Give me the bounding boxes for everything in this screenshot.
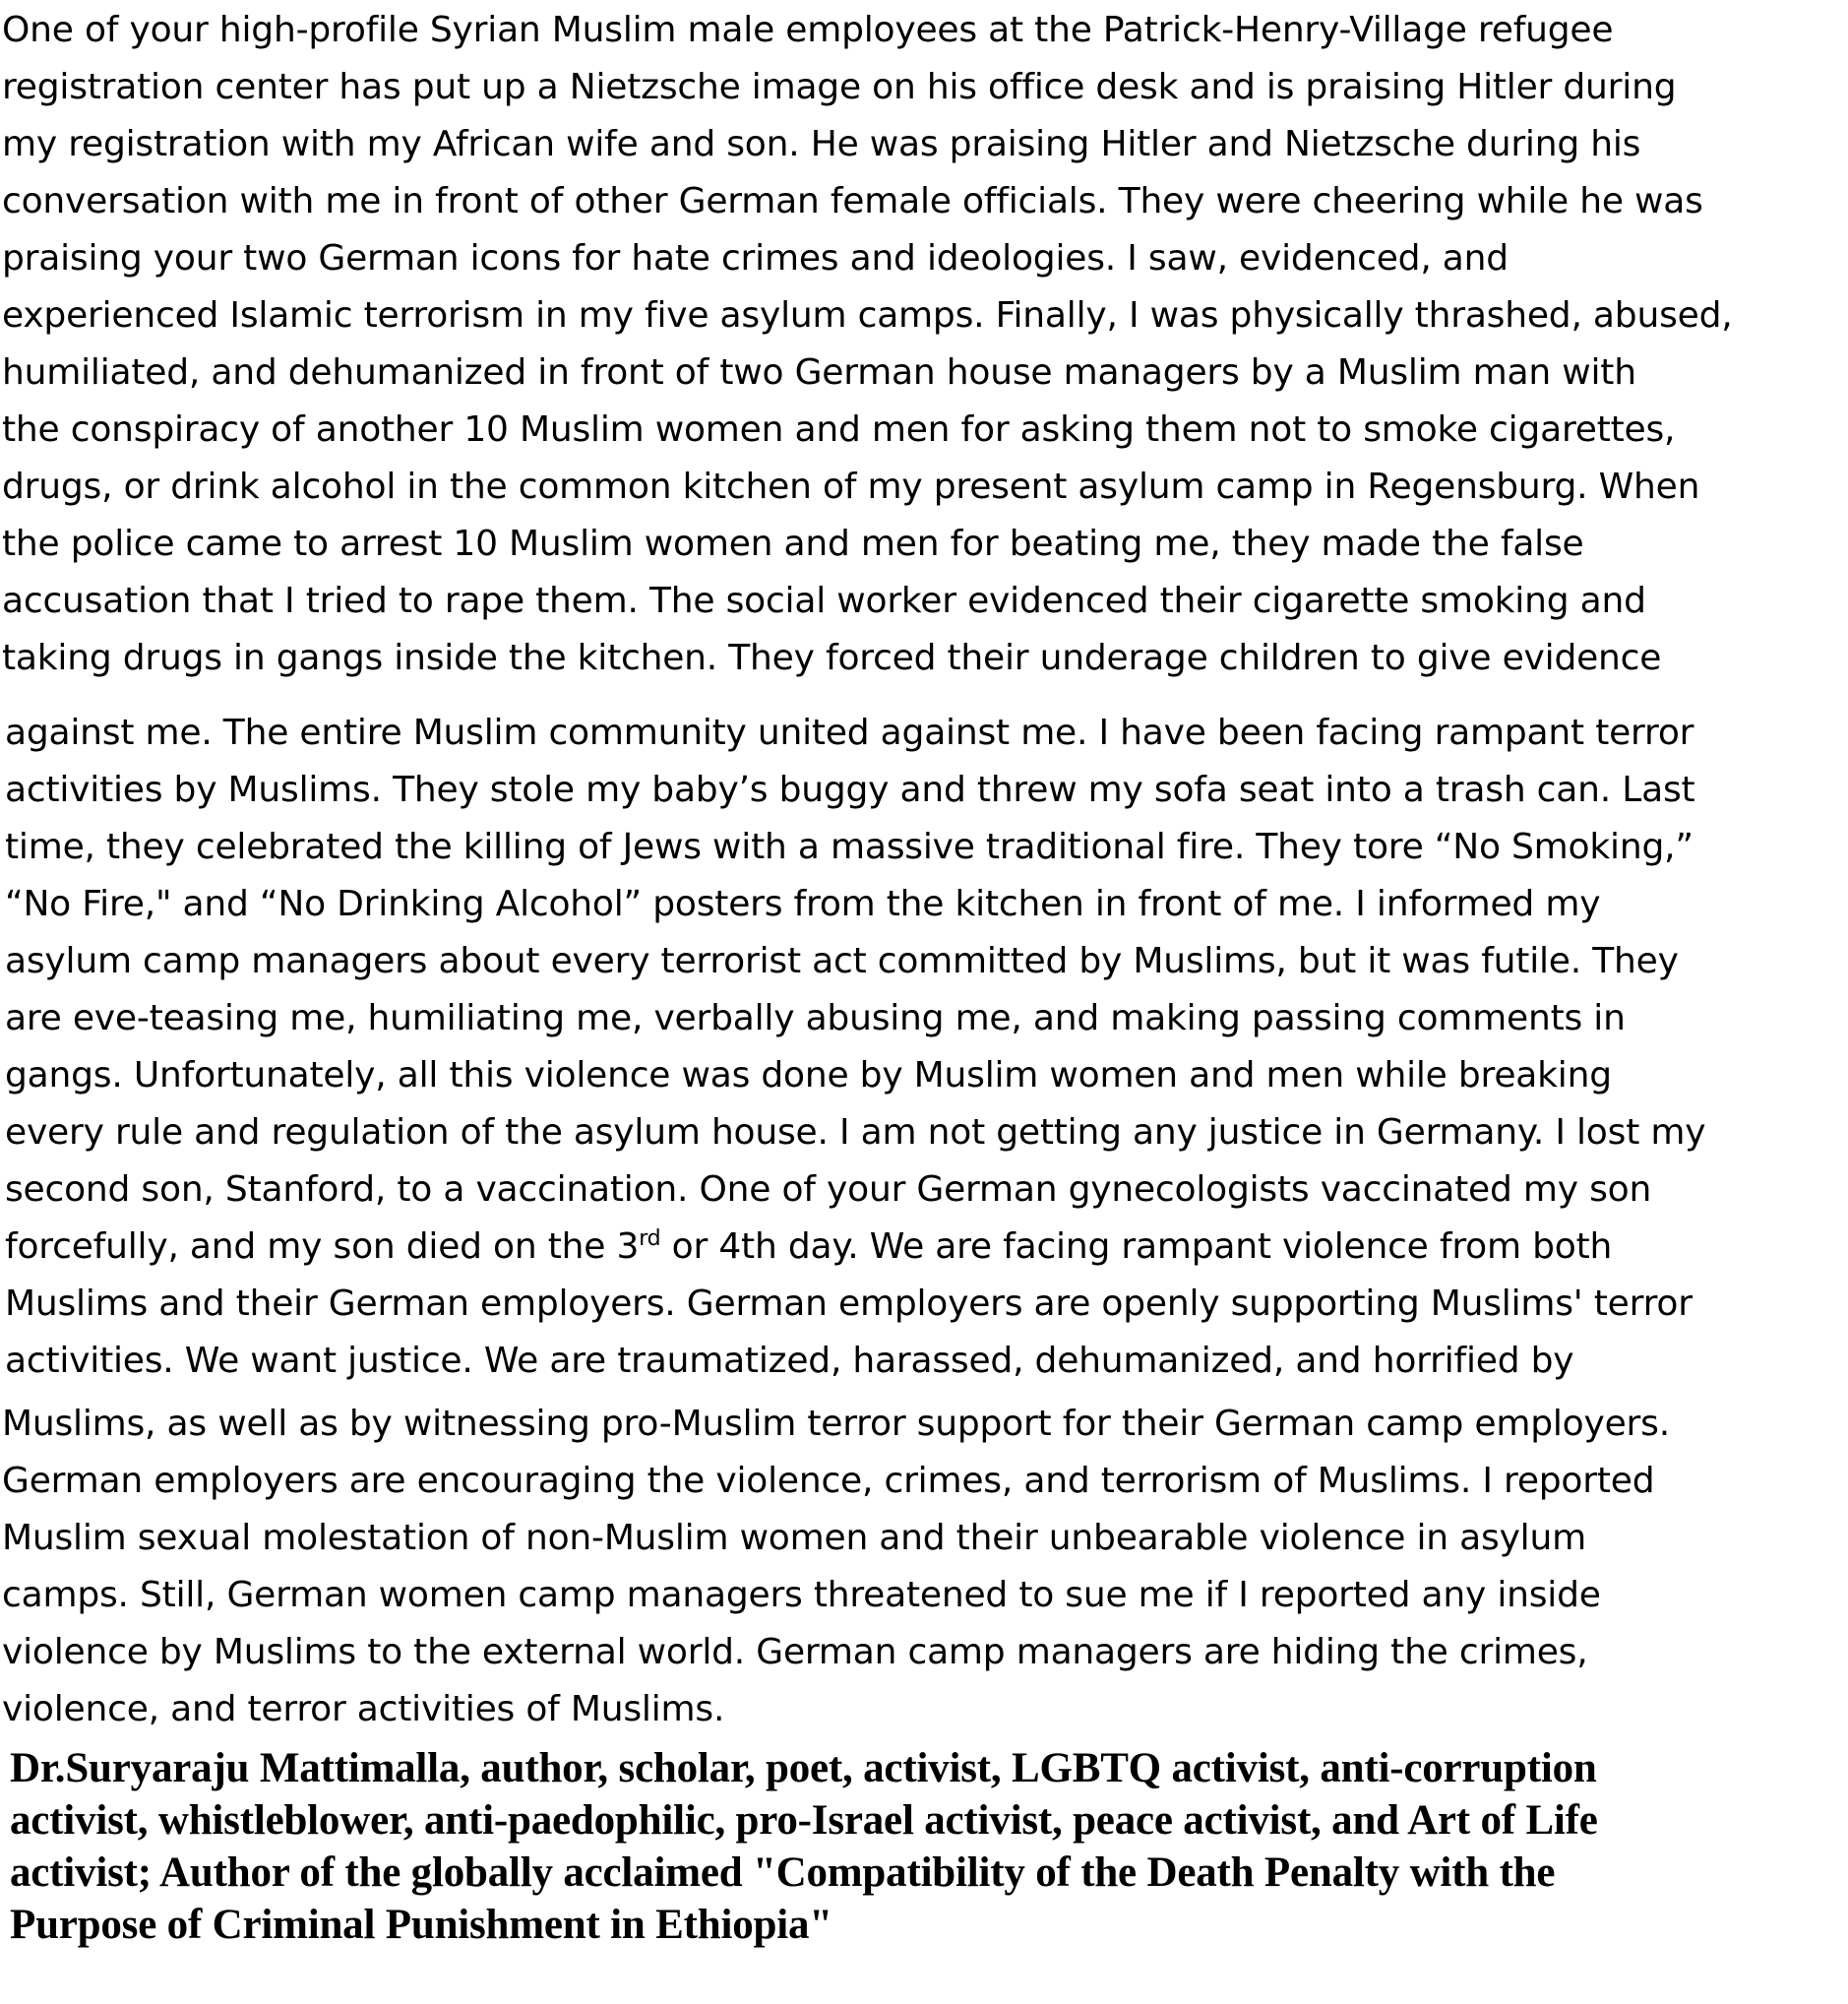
- text-segment: or 4th day. We are facing rampant violence from both: [660, 1226, 1613, 1267]
- text-line: humiliated, and dehumanized in front of two German house managers by a Muslim man with: [2, 352, 1636, 393]
- text-line: activities by Muslims. They stole my baby’s buggy and threw my sofa seat into a trash can. Last: [5, 770, 1695, 810]
- text-line: drugs, or drink alcohol in the common kitchen of my present asylum camp in Regensburg. When: [2, 467, 1700, 507]
- text-line: German employers are encouraging the violence, crimes, and terrorism of Muslims. I reported: [2, 1461, 1655, 1501]
- signature-line: activist; Author of the globally acclaimed "Compatibility of the Death Penalty with the: [10, 1849, 1556, 1896]
- text-line: the conspiracy of another 10 Muslim women and men for asking them not to smoke cigarettes,: [2, 409, 1676, 450]
- signature-line: Purpose of Criminal Punishment in Ethiopia": [10, 1902, 832, 1948]
- signature-line: activist, whistleblower, anti-paedophilic, pro-Israel activist, peace activist, and Art of Life: [10, 1797, 1598, 1844]
- text-line: Muslims, as well as by witnessing pro-Muslim terror support for their German camp employers.: [2, 1404, 1670, 1444]
- text-line: “No Fire," and “No Drinking Alcohol” posters from the kitchen in front of me. I informed my: [5, 884, 1601, 924]
- text-line: every rule and regulation of the asylum house. I am not getting any justice in Germany. I lost my: [5, 1112, 1706, 1153]
- text-line-with-superscript: [5, 1219, 1848, 1276]
- text-line: violence by Muslims to the external world. German camp managers are hiding the crimes,: [2, 1632, 1588, 1672]
- text-line: taking drugs in gangs inside the kitchen. They forced their underage children to give evidence: [2, 638, 1662, 678]
- text-line: accusation that I tried to rape them. The social worker evidenced their cigarette smoking and: [2, 581, 1646, 621]
- text-line: second son, Stanford, to a vaccination. One of your German gynecologists vaccinated my son: [5, 1169, 1652, 1210]
- text-line: registration center has put up a Nietzsche image on his office desk and is praising Hitler during: [2, 67, 1677, 107]
- text-line: experienced Islamic terrorism in my five asylum camps. Finally, I was physically thrashed, abused,: [2, 295, 1733, 336]
- text-line: One of your high-profile Syrian Muslim male employees at the Patrick-Henry-Village refugee: [2, 10, 1614, 50]
- text-line: praising your two German icons for hate crimes and ideologies. I saw, evidenced, and: [2, 238, 1509, 279]
- text-line: the police came to arrest 10 Muslim women and men for beating me, they made the false: [2, 524, 1584, 564]
- text-line: violence, and terror activities of Muslims.: [2, 1689, 725, 1729]
- text-line: activities. We want justice. We are traumatized, harassed, dehumanized, and horrified by: [5, 1341, 1574, 1381]
- text-line: asylum camp managers about every terrorist act committed by Muslims, but it was futile. They: [5, 941, 1679, 981]
- text-line: conversation with me in front of other German female officials. They were cheering while he was: [2, 181, 1703, 221]
- paragraph-3: [2, 1396, 1846, 1738]
- paragraph-1: [2, 2, 1846, 687]
- signature-line: Dr.Suryaraju Mattimalla, author, scholar, poet, activist, LGBTQ activist, anti-corruption: [10, 1745, 1597, 1791]
- text-line: camps. Still, German women camp managers threatened to sue me if I reported any inside: [2, 1575, 1601, 1615]
- text-line: against me. The entire Muslim community united against me. I have been facing rampant terror: [5, 713, 1694, 753]
- text-line: Muslim sexual molestation of non-Muslim women and their unbearable violence in asylum: [2, 1518, 1586, 1558]
- text-line: time, they celebrated the killing of Jews with a massive traditional fire. They tore “No Smoking,”: [5, 827, 1694, 867]
- ordinal-superscript: rd: [639, 1226, 661, 1251]
- text-segment: forcefully, and my son died on the 3: [5, 1226, 640, 1267]
- text-line: Muslims and their German employers. German employers are openly supporting Muslims' terror: [5, 1284, 1693, 1324]
- author-signature-block: [10, 1742, 1840, 1951]
- text-line: my registration with my African wife and son. He was praising Hitler and Nietzsche during his: [2, 124, 1641, 164]
- paragraph-2: [5, 705, 1848, 1390]
- text-line: gangs. Unfortunately, all this violence was done by Muslim women and men while breaking: [5, 1055, 1612, 1096]
- text-line: are eve-teasing me, humiliating me, verbally abusing me, and making passing comments in: [5, 998, 1626, 1038]
